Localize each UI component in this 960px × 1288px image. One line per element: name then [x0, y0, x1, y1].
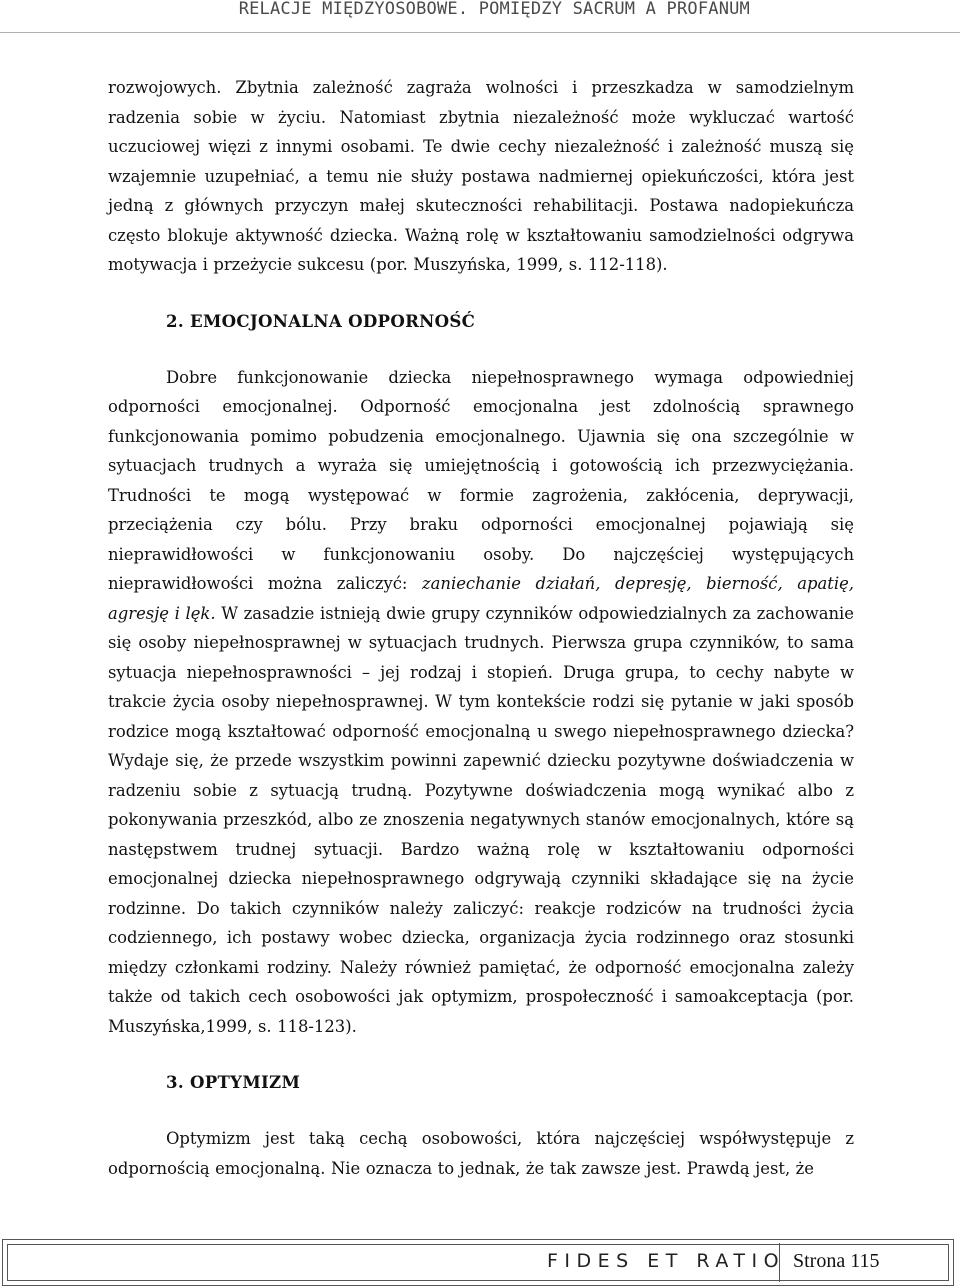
spacer [108, 280, 854, 306]
paragraph-2-part-b: W zasadzie istnieją dwie grupy czynników odpowiedzialnych za zachowanie się osoby niepełnosprawnej w sytuacjach trudnych. Pierwsza grupa czynników, to sama sytuacja niepełnosprawności – jej rodzaj i stopień. Druga grupa, to cechy nabyte w trakcie życia osoby niepełnosprawnej. W tym kontekście rodzi się pytanie w jaki sposób rodzice mogą kształtować odporność emocjonalną u swego niepełnosprawnego dziecka? Wydaje się, że przede wszystkim powinni zapewnić dziecku pozytywne doświadczenia w radzeniu sobie z sytuacją trudną. Pozytywne doświadczenia mogą wynikać albo z pokonywania przeszkód, albo ze znoszenia negatywnych stanów emocjonalnych, które są następstwem trudnej sytuacji. Bardzo ważną rolę w kształtowaniu odporności emocjonalnej dziecka niepełnosprawnego odgrywają czynniki składające się na życie rodzinne. Do takich czynników należy zaliczyć: reakcje rodziców na trudności życia codziennego, ich postawy wobec dziecka, organizacja życia rodzinnego oraz stosunki między członkami rodziny. Należy również pamiętać, że odporność emocjonalna zależy także od takich cech osobowości jak optymizm, prospołeczność i samoakceptacja (por. Muszyńska,1999, s. 118-123). [108, 603, 854, 1036]
section-heading-2: 2. EMOCJONALNA ODPORNOŚĆ [166, 310, 476, 331]
paragraph-3: Optymizm jest taką cechą osobowości, która najczęściej współwystępuje z odpornością emocjonalną. Nie oznacza to jednak, że tak zawsze jest. Prawdą jest, że [108, 1129, 854, 1178]
spacer [108, 1097, 854, 1124]
paragraph-2-part-a: Dobre funkcjonowanie dziecka niepełnosprawnego wymaga odpowiedniej odporności emocjonalnej. Odporność emocjonalna jest zdolnością sprawnego funkcjonowania pomimo pobudzenia emocjonalnego. Ujawnia się ona szczególnie w sytuacjach trudnych a wyraża się umiejętnością i gotowością ich przezwyciężania. Trudności te mogą występować w formie zagrożenia, zakłócenia, deprywacji, przeciążenia czy bólu. Przy braku odporności emocjonalnej pojawiają się nieprawidłowości w funkcjonowaniu osoby. Do najczęściej występujących nieprawidłowości można zaliczyć: [108, 367, 854, 593]
spacer [108, 336, 854, 363]
spacer [108, 1041, 854, 1067]
body-text [108, 73, 854, 1183]
header-rule [0, 32, 960, 33]
footer-brand: FIDES ET RATIO [547, 1250, 786, 1272]
page-footer [2, 1239, 954, 1286]
footer-divider [779, 1243, 780, 1282]
header-title: RELACJE MIĘDZYOSOBOWE. POMIĘDZY SACRUM A PROFANUM [238, 0, 750, 19]
paragraph-2-italic: zaniechanie działań, depresję, bierność, apatię, agresję i lęk. [108, 574, 854, 623]
paragraph-1: rozwojowych. Zbytnia zależność zagraża wolności i przeszkadza w samodzielnym radzenia sobie w życiu. Natomiast zbytnia niezależność może wykluczać wartość uczuciowej więzi z innymi osobami. Te dwie cechy niezależność i zależność muszą się wzajemnie uzupełniać, a temu nie służy postawa nadmiernej opiekuńczości, która jest jedną z głównych przyczyn małej skuteczności rehabilitacji. Postawa nadopiekuńcza często blokuje aktywność dziecka. Ważną rolę w kształtowaniu samodzielności odgrywa motywacja i przeżycie sukcesu (por. Muszyńska, 1999, s. 112-118). [108, 78, 854, 274]
section-heading-3: 3. OPTYMIZM [166, 1072, 301, 1092]
page-number: Strona 115 [793, 1250, 880, 1272]
paragraph-2 [108, 363, 854, 1042]
running-header [0, 0, 960, 34]
